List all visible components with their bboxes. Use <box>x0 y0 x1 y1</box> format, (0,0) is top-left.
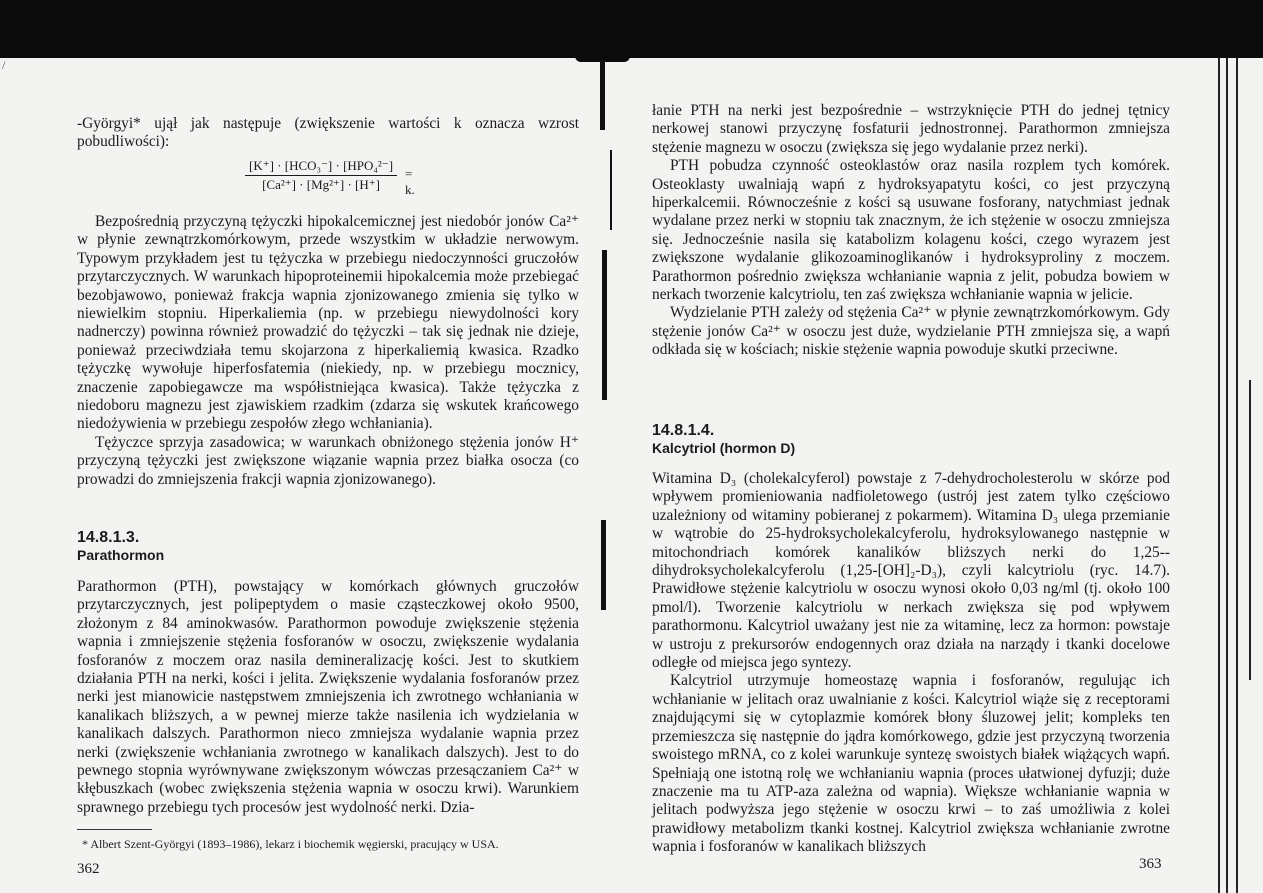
paragraph: Kalcytriol utrzymuje homeostazę wapnia i fosforanów, regulując ich wchłanianie w jelitach oraz uwalnianie z kości. Kalcytriol wiąże się z receptorami znajdującymi się w cytoplazmie komórek błony śluzowej jelit; kompleks ten przemieszcza się następnie do jądra komórkowego, gdzie jest przyczyną tworzenia swoistego mRNA, co z kolei warunkuje syntezę swoistych białek wiążących wapń. Spełniają one istotną rolę we wchłanianiu wapnia (proces ułatwionej dyfuzji; duże znaczenie ma tu ATP-aza zależna od wapnia). Większe wchłanianie wapnia w jelitach podwyższa jego stężenie w osoczu krwi – to zaś umożliwia z kolei prawidłowy metabolizm tkanki kostnej. Kalcytriol zwiększa wchłanianie zwrotne wapnia i fosforanów w kanalikach bliższych <box>652 672 1170 856</box>
paragraph: Wydzielanie PTH zależy od stężenia Ca²⁺ w płynie zewnątrzkomórkowym. Gdy stężenie jonów Ca²⁺ w osoczu jest duże, wydzielanie PTH zmniejsza się, a wapń odkłada się w kościach; niskie stężenie wapnia powoduje skutki przeciwne. <box>652 304 1170 359</box>
page-number: 362 <box>77 861 100 877</box>
section-heading <box>652 421 1170 457</box>
right-body-2 <box>652 470 1170 857</box>
right-page <box>612 58 1263 893</box>
section-number: 14.8.1.3. <box>77 529 140 546</box>
left-intro <box>77 115 579 152</box>
scan-top-shadow <box>0 0 1263 58</box>
paragraph: Bezpośrednią przyczyną tężyczki hipokalcemicznej jest niedobór jonów Ca²⁺ w płynie zewnątrzkomórkowym, przede wszystkim w układzie nerwowym. Typowym przykładem jest tu tężyczka w przebiegu niedoczynności gruczołów przytarczycznych. W warunkach hipoproteinemii hipokalcemia może przebiegać bezobjawowo, ponieważ frakcja wapnia zjonizowanego zmienia się tylko w niewielkim stopniu. Hiperkaliemia (np. w przebiegu niewydolności kory nadnerczy) powinna również prowadzić do tężyczki – tak się jednak nie dzieje, ponieważ przeciwdziała temu skojarzona z hiperkaliemią kwasica. Rzadko tężyczkę wywołuje hiperfosfatemia (niekiedy, np. w przebiegu mocznicy, znaczenie zapobiegawcze ma współistniejąca kwasica). Także tężyczka z niedoboru magnezu jest zjawiskiem rzadkim (zdarza się wskutek krańcowego niedożywienia w przebiegu zespołów złego wchłaniania). <box>77 213 579 433</box>
section-title: Kalcytriol (hormon D) <box>652 440 796 456</box>
paragraph: Parathormon (PTH), powstający w komórkach głównych gruczołów przytarczycznych, jest polipeptydem o masie cząsteczkowej około 9500, złożonym z 84 aminokwasów. Parathormon powoduje zwiększenie stężenia wapnia i zmniejszenie stężenia fosforanów w osoczu, zwiększenie wydalania fosforanów z moczem oraz nasila demineralizację kości. Jest to skutkiem działania PTH na nerki, kości i jelita. Zwiększenie wydalania fosforanów przez nerki jest mianowicie następstwem zmniejszenia ich zwrotnego wchłaniania w kanalikach bliższych, a w pewnej mierze także nasilenia ich wydzielania w kanalikach dalszych. Parathormon nieco zmniejsza wydalanie wapnia przez nerki (zwiększenie wchłaniania zwrotnego w kanalikach dalszych). Jest to do pewnego stopnia wyrównywane zwiększonym wówczas przesączaniem Ca²⁺ w kłębuszkach (wobec zwiększenia stężenia wapnia w osoczu krwi). Warunkiem sprawnego przebiegu tych procesów jest wydolność nerki. Dzia- <box>77 578 579 816</box>
page-number: 363 <box>1139 856 1162 872</box>
formula <box>245 158 415 197</box>
paragraph: Tężyczce sprzyja zasadowica; w warunkach obniżonego stężenia jonów H⁺ przyczyną tężyczki jest zwiększone wiązanie wapnia przez białka osocza (co prowadzi do zmniejszenia frakcji wapnia zjonizowanego). <box>77 433 579 488</box>
section-number: 14.8.1.4. <box>652 422 715 439</box>
paragraph: łanie PTH na nerki jest bezpośrednie – wstrzyknięcie PTH do jednej tętnicy nerkowej stanowi przyczynę fosfaturii jednostronnej. Parathormon zmniejsza stężenie magnezu w osoczu (zwiększa się jego wydalanie przez nerki). <box>652 102 1170 156</box>
paragraph: -Györgyi* ujął jak następuje (zwiększenie wartości k oznacza wzrost pobudliwości): <box>77 115 579 151</box>
left-body-2 <box>77 578 579 817</box>
section-title: Parathormon <box>77 547 165 563</box>
formula-numerator: [K⁺] · [HCO₃⁻] · [HPO₄²⁻] <box>245 158 397 176</box>
right-body <box>652 102 1170 360</box>
paragraph: Witamina D₃ (cholekalcyferol) powstaje z 7-dehydrocholesterolu w skórze pod wpływem promieniowania nadfioletowego (ustrój jest zatem tylko częściowo uzależniony od witaminy pobieranej z pokarmem). Witamina D₃ ulega przemianie w wątrobie do 25-hydroksycholekalcyferolu, hydroksylowanego następnie w mitochondriach komórek kanalików bliższych nerki do 1,25--dihydroksycholekalcyferolu (1,25-[OH]₂-D₃), czyli kalcytriolu (ryc. 14.7). Prawidłowe stężenie kalcytriolu w osoczu wynosi około 0,03 ng/ml (tj. około 100 pmol/l). Tworzenie kalcytriolu w nerkach zwiększa się pod wpływem parathormonu. Kalcytriol uważany jest nie za witaminę, lecz za hormon: powstaje w ustroju z prekursorów endogennych oraz działa na narządy i tkanki docelowe odległe od miejsca jego syntezy. <box>652 470 1170 672</box>
footnote: * Albert Szent-Györgyi (1893–1986), lekarz i biochemik węgierski, pracujący w USA. <box>82 837 499 851</box>
paragraph: PTH pobudza czynność osteoklastów oraz nasila rozplem tych komórek. Osteoklasty uwalniają wapń z hydroksyapatytu kości, co jest przyczyną hiperkalcemii. Równocześnie z kości są usuwane fosforany, natychmiast jednak wydalane przez nerki w stopniu tak znacznym, że ich stężenie w osoczu zmniejsza się. Jednocześnie nasila się katabolizm kolagenu kości, czego wyrazem jest zwiększone wydalanie glikozoaminoglikanów i hydroksyproliny z moczem. Parathormon pośrednio zwiększa wchłanianie wapnia z jelit, pobudza bowiem w nerkach tworzenie kalcytriolu, ten zaś zwiększa wchłanianie wapnia w jelicie. <box>652 157 1170 304</box>
section-heading <box>77 528 579 564</box>
footnote-rule <box>77 829 152 830</box>
left-page <box>0 58 610 893</box>
formula-equals: = k. <box>405 166 415 197</box>
left-body <box>77 213 579 489</box>
formula-denominator: [Ca²⁺] · [Mg²⁺] · [H⁺] <box>262 177 380 192</box>
scan-mark: / <box>2 58 6 72</box>
